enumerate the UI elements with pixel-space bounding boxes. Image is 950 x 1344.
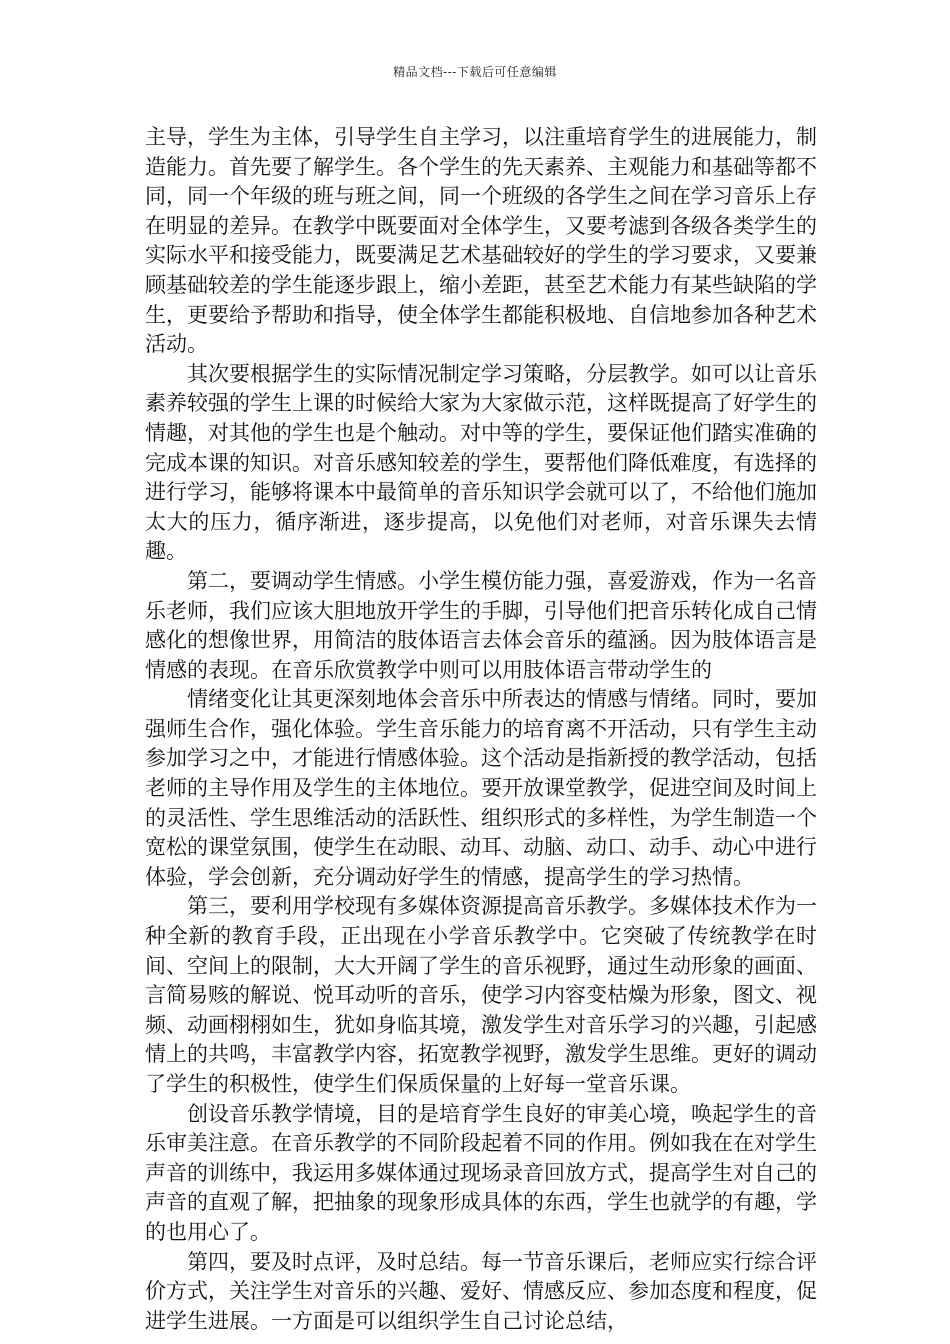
paragraph: 其次要根据学生的实际情况制定学习策略，分层教学。如可以让音乐素养较强的学生上课的时候给大家为大家做示范，这样既提高了好学生的情趣，对其他的学生也是个触动。对中等的学生，要保证他们踏实准确的完成本课的知识。对音乐感知较差的学生，要帮他们降低难度，有选择的进行学习，能够将课本中最简单的音乐知识学会就可以了，不给他们施加太大的压力，循序渐进，逐步提高，以免他们对老师，对音乐课失去情趣。	[145, 361, 817, 564]
paragraph: 第三，要利用学校现有多媒体资源提高音乐教学。多媒体技术作为一种全新的教育手段，正出现在小学音乐教学中。它突破了传统教学在时间、空间上的限制，大大开阔了学生的音乐视野，通过生动形象的画面、言简易赅的解说、悦耳动听的音乐，使学习内容变枯燥为形象，图文、视频、动画栩栩如生，犹如身临其境，激发学生对音乐学习的兴趣，引起感情上的共鸣，丰富教学内容，拓宽教学视野，激发学生思维。更好的调动了学生的积极性，使学生们保质保量的上好每一堂音乐课。	[145, 894, 817, 1096]
paragraph: 第四，要及时点评，及时总结。每一节音乐课后，老师应实行综合评价方式，关注学生对音乐的兴趣、爱好、情感反应、参加态度和程度，促进学生进展。一方面是可以组织学生自己讨论总结，	[145, 1249, 817, 1333]
paragraph: 第二，要调动学生情感。小学生模仿能力强，喜爱游戏，作为一名音乐老师，我们应该大胆地放开学生的手脚，引导他们把音乐转化成自己情感化的想像世界，用简洁的肢体语言去体会音乐的蕴涵。因为肢体语言是情感的表现。在音乐欣赏教学中则可以用肢体语言带动学生的	[145, 568, 817, 682]
page-header: 精品文档---下载后可任意编辑	[393, 65, 557, 79]
paragraph: 情绪变化让其更深刻地体会音乐中所表达的情感与情绪。同时，要加强师生合作，强化体验。学生音乐能力的培育离不开活动，只有学生主动参加学习之中，才能进行情感体验。这个活动是指新授的教学活动，包括老师的主导作用及学生的主体地位。要开放课堂教学，促进空间及时间上的灵活性、学生思维活动的活跃性、组织形式的多样性，为学生制造一个宽松的课堂氛围，使学生在动眼、动耳、动脑、动口、动手、动心中进行体验，学会创新，充分调动好学生的情感，提高学生的学习热情。	[145, 687, 817, 889]
paragraph: 创设音乐教学情境，目的是培育学生良好的审美心境，唤起学生的音乐审美注意。在音乐教学的不同阶段起着不同的作用。例如我在在对学生声音的训练中，我运用多媒体通过现场录音回放方式，提高学生对自己的声音的直观了解，把抽象的现象形成具体的东西，学生也就学的有趣，学的也用心了。	[145, 1101, 817, 1244]
paragraph: 主导，学生为主体，引导学生自主学习，以注重培育学生的进展能力，制造能力。首先要了解学生。各个学生的先天素养、主观能力和基础等都不同，同一个年级的班与班之间，同一个班级的各学生之间在学习音乐上存在明显的差异。在教学中既要面对全体学生，又要考滤到各级各类学生的实际水平和接受能力，既要满足艺术基础较好的学生的学习要求，又要兼顾基础较差的学生能逐步跟上，缩小差距，甚至艺术能力有某些缺陷的学生，更要给予帮助和指导，使全体学生都能积极地、自信地参加各种艺术活动。	[145, 125, 817, 357]
document-body	[145, 123, 817, 1336]
